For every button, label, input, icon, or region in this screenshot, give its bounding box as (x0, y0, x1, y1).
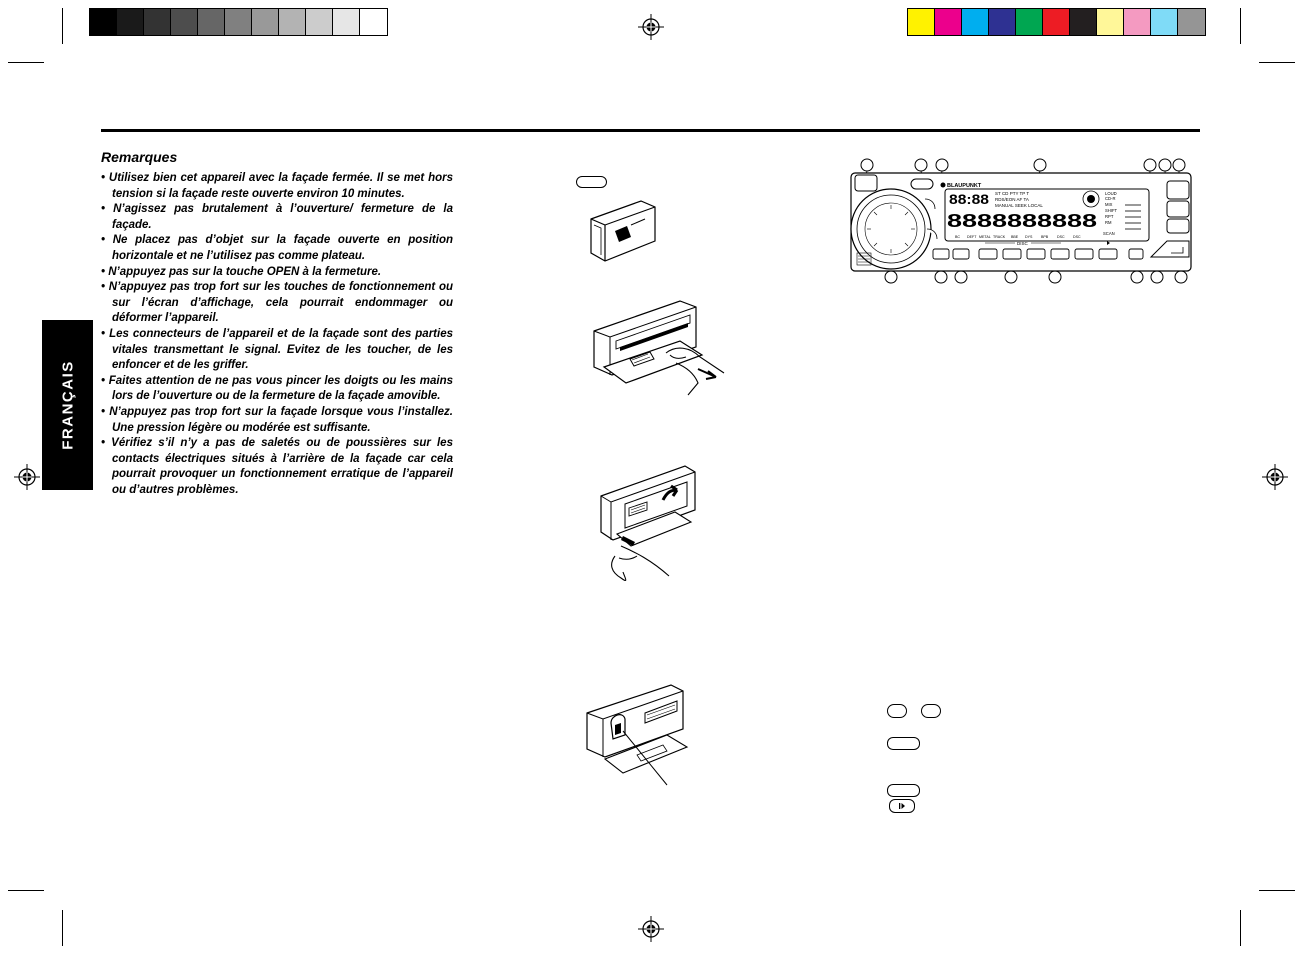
color-swatch (1070, 9, 1097, 35)
crop-mark (1259, 890, 1295, 891)
svg-text:BPB: BPB (1041, 235, 1049, 239)
registration-mark-icon (14, 464, 40, 490)
indicator-row-bottom (955, 235, 1081, 239)
disc-label: DISC (1017, 241, 1028, 246)
crop-mark (1240, 910, 1241, 946)
color-swatch (144, 9, 171, 35)
svg-text:SHIFT: SHIFT (1105, 208, 1118, 213)
illustration-open-faceplate (590, 297, 730, 399)
svg-text:SCAN: SCAN (1103, 231, 1115, 236)
crop-mark (8, 890, 44, 891)
crop-mark (62, 910, 63, 946)
svg-text:LOUD: LOUD (1105, 191, 1117, 196)
color-swatch (1124, 9, 1151, 35)
color-swatch (360, 9, 387, 35)
remark-item: • N’appuyez pas trop fort sur la façade lorsque vous l’installez. Une pression légère ou modérée est suffisante. (101, 405, 453, 436)
color-swatch (306, 9, 333, 35)
illustration-remove-faceplate (595, 460, 705, 588)
svg-text:BBE: BBE (1011, 235, 1019, 239)
color-swatch (225, 9, 252, 35)
open-key-symbol (576, 176, 607, 188)
remark-item: • Ne placez pas d’objet sur la façade ouverte en position horizontale et ne l’utilisez pas comme plateau. (101, 233, 453, 264)
registration-mark-icon (638, 916, 664, 942)
up-key-symbol (887, 704, 907, 718)
color-swatch (1151, 9, 1178, 35)
color-swatch (1097, 9, 1124, 35)
color-swatch (252, 9, 279, 35)
color-swatch (198, 9, 225, 35)
callout-markers-bottom (885, 271, 1187, 283)
indicator-row-2: RDS/EON AF TA (995, 197, 1029, 202)
crop-mark (1240, 8, 1241, 44)
band-key-symbol (887, 737, 920, 750)
brand-logo: BLAUPUNKT (947, 183, 982, 189)
radio-front-panel-diagram (845, 155, 1205, 285)
remark-item: • Faites attention de ne pas vous pincer les doigts ou les mains lors de l’ouverture ou de la fermeture de la façade amovible. (101, 374, 453, 405)
remarks-list (101, 171, 453, 498)
color-swatch (90, 9, 117, 35)
indicator-row-1: ST CD PTY TP T (995, 191, 1030, 196)
svg-text:CD-R: CD-R (1105, 196, 1116, 201)
svg-text:DSC: DSC (1057, 235, 1065, 239)
color-swatch (1016, 9, 1043, 35)
remark-item: • N’agissez pas brutalement à l’ouverture/ fermeture de la façade. (101, 202, 453, 233)
registration-mark-icon (1262, 464, 1288, 490)
crop-mark (8, 62, 44, 63)
svg-text:TRACK: TRACK (993, 235, 1006, 239)
color-swatch (279, 9, 306, 35)
segment-display: 8888888888 (947, 211, 1097, 231)
remark-item: • Utilisez bien cet appareil avec la façade fermée. Il se met hors tension si la façade reste ouverte environ 10 minutes. (101, 171, 453, 202)
callout-markers-top (861, 159, 1185, 171)
illustration-press-open (585, 197, 665, 267)
illustration-connector-detail (583, 683, 693, 787)
clock-display: 88:88 (949, 191, 990, 207)
remark-item: • N’appuyez pas sur la touche OPEN à la fermeture. (101, 265, 453, 281)
color-swatch (1043, 9, 1070, 35)
remark-item: • Les connecteurs de l’appareil et de la façade sont des parties vitales transmettant le signal. Evitez de les toucher, de les enfoncer et de les griffer. (101, 327, 453, 374)
registration-mark-icon (638, 14, 664, 40)
svg-text:BC: BC (955, 235, 960, 239)
color-strip (907, 8, 1206, 36)
remarks-heading: Remarques (101, 149, 178, 165)
language-tab-label: FRANÇAIS (59, 360, 76, 450)
svg-text:METAL: METAL (979, 235, 991, 239)
play-pause-key-symbol (889, 799, 915, 813)
color-swatch (333, 9, 360, 35)
svg-text:DYS: DYS (1025, 235, 1033, 239)
color-swatch (171, 9, 198, 35)
down-key-symbol (921, 704, 941, 718)
indicator-row-3: MANUAL SEEK LOCAL (995, 203, 1043, 208)
svg-text:RPT: RPT (1105, 214, 1114, 219)
play-pause-icon (890, 800, 914, 812)
source-key-symbol (887, 784, 920, 797)
color-swatch (962, 9, 989, 35)
grayscale-strip (89, 8, 388, 36)
remark-item: • Vérifiez s’il n’y a pas de saletés ou de poussières sur les contacts électriques situés à l’arrière de la façade car cela pourrait provoquer un fonctionnement erratique de l’appareil ou d’autres problèmes. (101, 436, 453, 498)
color-swatch (935, 9, 962, 35)
remark-item: • N’appuyez pas trop fort sur les touches de fonctionnement ou sur l’écran d’affichage, cela pourrait endommager ou déformer l’appareil. (101, 280, 453, 327)
svg-text:RM: RM (1105, 220, 1112, 225)
crop-mark (62, 8, 63, 44)
crop-mark (1259, 62, 1295, 63)
header-rule (101, 129, 1200, 132)
svg-text:DEFT: DEFT (967, 235, 977, 239)
color-swatch (908, 9, 935, 35)
color-swatch (117, 9, 144, 35)
color-swatch (1178, 9, 1205, 35)
svg-text:DSC: DSC (1073, 235, 1081, 239)
color-swatch (989, 9, 1016, 35)
svg-text:MIX: MIX (1105, 202, 1113, 207)
language-tab (42, 320, 93, 490)
